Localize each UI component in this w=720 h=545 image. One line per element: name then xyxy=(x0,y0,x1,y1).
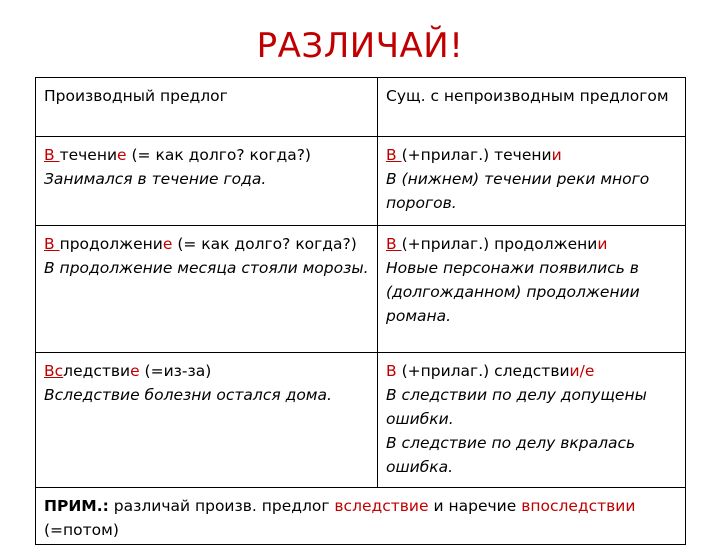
left-cell xyxy=(36,353,378,488)
example: Новые персонажи появились в (долгожданном) продолжении романа. xyxy=(386,259,640,325)
preposition: Вс xyxy=(44,362,64,380)
left-cell xyxy=(36,137,378,226)
note-cell xyxy=(36,488,686,545)
word-ending: и/е xyxy=(569,362,595,380)
header-right-cell xyxy=(378,78,686,137)
preposition: В xyxy=(386,146,402,164)
example: В следствии по делу допущены ошибки. xyxy=(386,386,647,428)
word-ending: е xyxy=(117,146,127,164)
word-stem: ледстви xyxy=(63,362,131,380)
preposition: В xyxy=(44,235,60,253)
slide-title: РАЗЛИЧАЙ! xyxy=(256,26,464,66)
right-cell xyxy=(378,137,686,226)
table-row xyxy=(36,226,686,353)
example: Занимался в течение года. xyxy=(44,170,267,188)
word-ending: е xyxy=(162,235,173,253)
note-word-adverb: впоследствии xyxy=(521,497,636,515)
note-text: (=потом) xyxy=(44,521,119,539)
question: (=из-за) xyxy=(139,362,212,380)
right-cell xyxy=(378,226,686,353)
preposition: В xyxy=(44,146,60,164)
example: В (нижнем) течении реки много порогов. xyxy=(386,170,650,212)
preposition: В xyxy=(386,235,402,253)
table-row xyxy=(36,137,686,226)
word-stem: (+прилаг.) следстви xyxy=(396,362,570,380)
word-stem: продолжени xyxy=(59,235,163,253)
header-right: Сущ. с непроизводным предлогом xyxy=(386,87,669,105)
note-text: и наречие xyxy=(428,497,522,515)
table-row xyxy=(36,353,686,488)
example: В продолжение месяца стояли морозы. xyxy=(44,259,369,277)
word-ending: е xyxy=(130,362,140,380)
note-text: различай произв. предлог xyxy=(108,497,335,515)
preposition: В xyxy=(386,362,397,380)
left-cell xyxy=(36,226,378,353)
question: (= как долго? когда?) xyxy=(126,146,311,164)
right-cell xyxy=(378,353,686,488)
comparison-table xyxy=(35,77,686,545)
word-stem: (+прилаг.) продолжени xyxy=(401,235,598,253)
example: В следствие по делу вкралась ошибка. xyxy=(386,434,636,476)
note-row xyxy=(36,488,686,545)
word-ending: и xyxy=(597,235,608,253)
example: Вследствие болезни остался дома. xyxy=(44,386,332,404)
question: (= как долго? когда?) xyxy=(172,235,357,253)
header-left-cell xyxy=(36,78,378,137)
word-ending: и xyxy=(551,146,562,164)
header-left: Производный предлог xyxy=(44,87,228,105)
table-header-row xyxy=(36,78,686,137)
word-stem: течени xyxy=(59,146,118,164)
word-stem: (+прилаг.) течени xyxy=(401,146,552,164)
note-word-preposition: вследствие xyxy=(334,497,429,515)
note-label: ПРИМ.: xyxy=(44,497,109,515)
